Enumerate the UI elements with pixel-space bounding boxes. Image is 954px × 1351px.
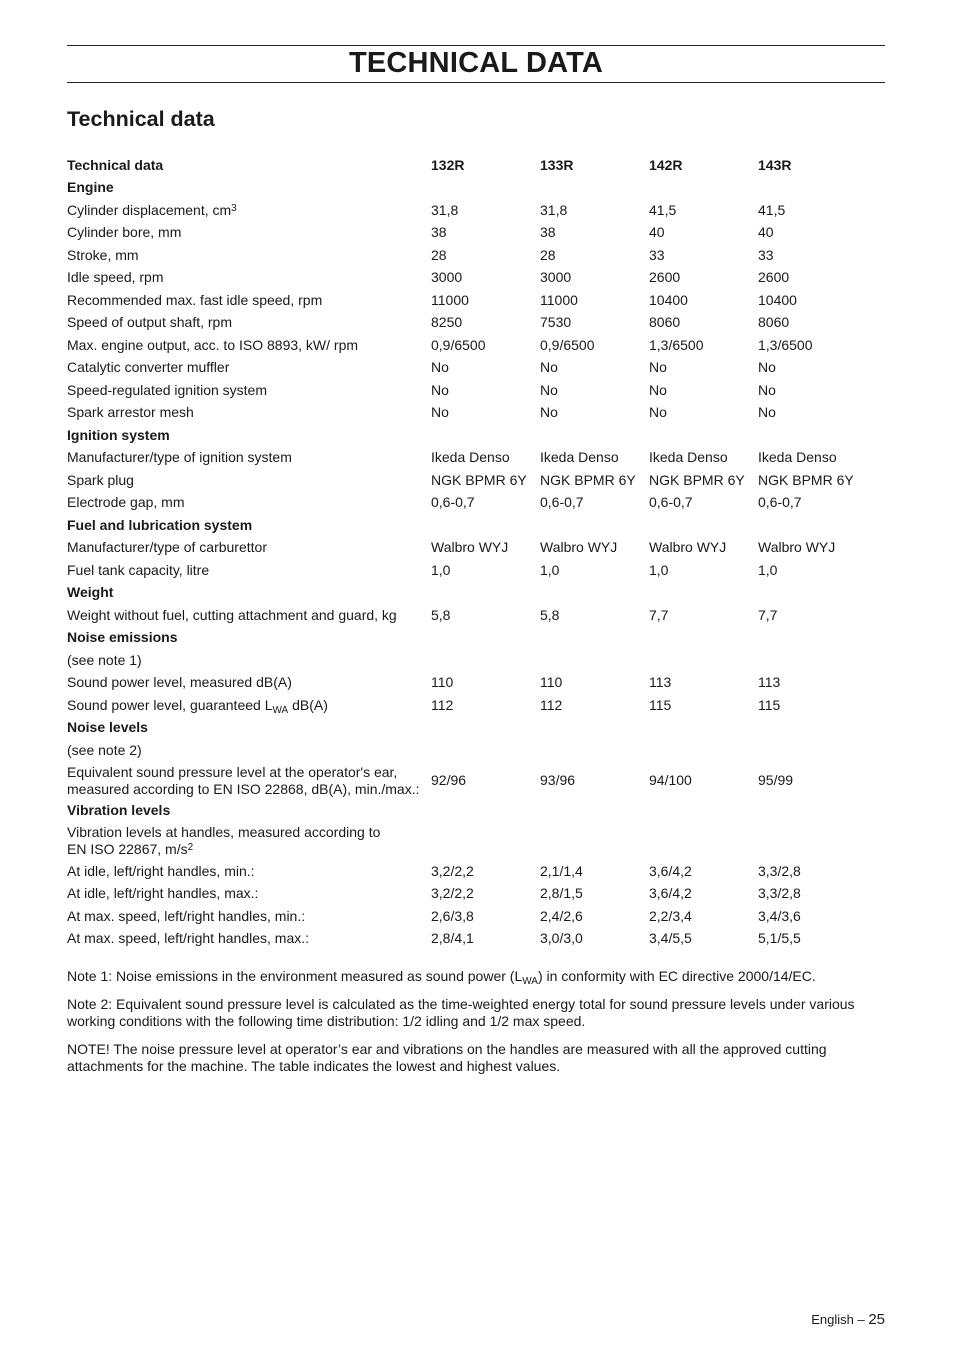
row-value: 112 [431,696,454,713]
table-row [67,289,867,312]
row-value: 8060 [649,314,681,331]
table-row [67,739,867,762]
row-label [67,604,431,627]
row-value [649,822,758,860]
row-value: 3000 [431,269,463,286]
row-value: 1,0 [540,561,560,578]
row-value: Ikeda Denso [540,449,619,466]
row-value: 93/96 [540,772,576,788]
section-row [67,582,867,605]
row-value: 33 [649,246,665,263]
table-row [67,244,867,267]
row-value: No [649,359,667,376]
section-label: Vibration levels [67,802,171,819]
row-label [67,469,431,492]
row-value: 7,7 [649,606,669,623]
row-label-text: Spark arrestor mesh [67,404,194,421]
row-value: 8060 [758,314,790,331]
row-value: 115 [758,696,781,713]
row-value: 5,8 [540,606,560,623]
table-row [67,694,867,717]
table-row [67,905,867,928]
row-value: 0,6-0,7 [540,494,584,511]
row-value: Walbro WYJ [758,539,836,556]
row-value: 0,6-0,7 [649,494,693,511]
note-3: NOTE! The noise pressure level at operator’s ear and vibrations on the handles are measured with all the approved cutting attachments for the machine. The table indicates the lowest and highest values. [67,1040,827,1074]
row-value [540,739,649,762]
row-label [67,357,431,380]
table-row [67,928,867,951]
row-label-text: Stroke, mm [67,246,139,263]
row-value: 0,6-0,7 [431,494,475,511]
row-label-line2: EN ISO 22867, m/s [67,841,188,857]
row-label-text: Cylinder bore, mm [67,224,182,241]
row-label [67,762,431,800]
header-model-132r: 132R [431,156,465,173]
row-value: 112 [540,696,563,713]
row-label [67,739,431,762]
table-row [67,537,867,560]
footer-separator: – [857,1312,865,1327]
page-footer [811,1311,885,1328]
row-value: No [431,404,449,421]
row-value: 3000 [540,269,572,286]
technical-data-table [67,154,867,950]
header-model-143r: 143R [758,156,792,173]
note-1 [67,968,885,986]
row-value: 3,2/2,2 [431,885,474,902]
row-value [431,739,540,762]
row-value [431,649,540,672]
row-label-text: Electrode gap, mm [67,494,185,511]
row-value: No [649,381,667,398]
row-label [67,905,431,928]
row-value: 33 [758,246,774,263]
row-value: 11000 [431,291,469,308]
row-value [649,739,758,762]
row-value: 10400 [758,291,797,308]
notes [67,968,885,1086]
row-value: 113 [649,674,672,691]
row-label [67,334,431,357]
row-value [431,822,540,860]
row-value: 95/99 [758,772,794,788]
row-value [758,739,867,762]
row-label [67,199,431,222]
row-value: No [758,381,776,398]
section-row [67,424,867,447]
row-label-text: At idle, left/right handles, min.: [67,862,255,879]
row-value: 2,8/4,1 [431,930,474,947]
table-row [67,672,867,695]
row-value: Ikeda Denso [431,449,510,466]
table-row [67,357,867,380]
row-label [67,860,431,883]
table-row [67,492,867,515]
table-row [67,822,867,860]
row-label [67,649,431,672]
note-2: Note 2: Equivalent sound pressure level is calculated as the time-weighted energy total for sound pressure levels under various working conditions with the following time distribution: 1/2 idling and 1/2 max speed. [67,995,855,1029]
row-value: 40 [758,224,774,241]
row-value: 0,6-0,7 [758,494,802,511]
footer-language: English [811,1312,854,1327]
row-value: Walbro WYJ [649,539,727,556]
row-value: 3,3/2,8 [758,862,801,879]
row-value: 1,0 [649,561,669,578]
row-label-text: Spark plug [67,471,134,488]
row-label-text: Sound power level, guaranteed L [67,696,273,713]
page-title: TECHNICAL DATA [348,47,604,79]
row-value: No [649,404,667,421]
row-value: 10400 [649,291,688,308]
row-value: No [758,404,776,421]
row-value: No [431,381,449,398]
row-value: 5,8 [431,606,451,623]
row-value: 110 [540,674,563,691]
row-value: 40 [649,224,665,241]
row-value: No [758,359,776,376]
header-label: Technical data [67,156,164,173]
table-row [67,447,867,470]
row-value: 94/100 [649,772,692,788]
table-row [67,267,867,290]
section-label: Noise levels [67,719,148,736]
row-label-superscript: 3 [231,202,237,214]
note-1-subscript: WA [522,976,538,987]
section-row [67,514,867,537]
row-value: 2600 [758,269,790,286]
row-value: 3,6/4,2 [649,885,692,902]
row-value [649,649,758,672]
table-row [67,379,867,402]
row-value: 3,0/3,0 [540,930,583,947]
row-value: 2,1/1,4 [540,862,583,879]
row-label-text: Manufacturer/type of ignition system [67,449,292,466]
row-value [540,649,649,672]
row-value: No [540,359,558,376]
row-label [67,694,431,717]
row-label-text: Max. engine output, acc. to ISO 8893, kW/ rpm [67,336,359,353]
row-value: 2,8/1,5 [540,885,583,902]
technical-data-table-body [67,154,867,950]
row-label [67,928,431,951]
header-model-133r: 133R [540,156,574,173]
row-value: No [540,404,558,421]
table-row [67,762,867,800]
row-label-text: (see note 2) [67,741,142,758]
row-value: 8250 [431,314,463,331]
row-value: 3,4/5,5 [649,930,692,947]
page-header [67,45,885,83]
row-label [67,379,431,402]
row-label-text: Fuel tank capacity, litre [67,561,210,578]
row-value: 5,1/5,5 [758,930,801,947]
row-value: 1,0 [431,561,451,578]
row-value: 3,6/4,2 [649,862,692,879]
row-value: NGK BPMR 6Y [649,471,745,488]
row-label [67,244,431,267]
row-value: 2,6/3,8 [431,907,474,924]
row-label [67,289,431,312]
table-row [67,559,867,582]
row-value: 92/96 [431,772,467,788]
row-value: Ikeda Denso [758,449,837,466]
row-value: 2600 [649,269,681,286]
row-value: 28 [431,246,447,263]
section-label: Engine [67,179,114,196]
row-label-text: Speed of output shaft, rpm [67,314,232,331]
section-label: Fuel and lubrication system [67,516,253,533]
row-value: NGK BPMR 6Y [431,471,527,488]
row-value: 2,2/3,4 [649,907,692,924]
row-label-superscript: 2 [187,842,194,853]
table-row [67,469,867,492]
row-label [67,672,431,695]
section-row [67,627,867,650]
note-1-text-b: ) in conformity with EC directive 2000/14/EC. [537,968,816,984]
row-label-text: Weight without fuel, cutting attachment and guard, kg [67,606,397,623]
section-row [67,177,867,200]
row-value: NGK BPMR 6Y [540,471,636,488]
row-value: 7530 [540,314,572,331]
row-label [67,883,431,906]
row-value: 113 [758,674,781,691]
table-row [67,402,867,425]
row-value: No [540,381,558,398]
row-label [67,537,431,560]
row-label [67,447,431,470]
row-label-text: (see note 1) [67,651,142,668]
row-value: 41,5 [758,201,786,218]
row-value [540,822,649,860]
row-label-text: Recommended max. fast idle speed, rpm [67,291,323,308]
row-label-text: At max. speed, left/right handles, min.: [67,907,306,924]
row-label-text: Manufacturer/type of carburettor [67,539,267,556]
row-label-text: Equivalent sound pressure level at the operator's ear, [67,763,398,780]
row-label-text: Catalytic converter muffler [67,359,230,376]
row-label-text: Cylinder displacement, cm [67,201,232,218]
row-label [67,559,431,582]
row-label [67,492,431,515]
row-value: 110 [431,674,454,691]
row-value: 41,5 [649,201,677,218]
row-value: 38 [431,224,447,241]
row-label-line2: measured according to EN ISO 22868, dB(A), min./max.: [67,780,420,797]
table-row [67,860,867,883]
row-value: 1,3/6500 [649,336,704,353]
row-label-suffix: dB(A) [288,696,328,713]
table-row [67,649,867,672]
row-value: 31,8 [431,201,459,218]
table-row [67,334,867,357]
row-label [67,822,431,860]
row-value: 0,9/6500 [431,336,486,353]
note-1-text-a: Note 1: Noise emissions in the environment measured as sound power (L [67,968,523,984]
row-label-text: Vibration levels at handles, measured according to [67,824,381,840]
row-label [67,222,431,245]
row-value: Walbro WYJ [431,539,509,556]
section-label: Weight [67,584,114,601]
row-value: No [431,359,449,376]
row-value: 3,4/3,6 [758,907,801,924]
row-label-text: Idle speed, rpm [67,269,164,286]
section-label: Noise emissions [67,629,178,646]
row-value: 1,3/6500 [758,336,813,353]
row-value: 31,8 [540,201,568,218]
header-model-142r: 142R [649,156,683,173]
table-header-row [67,154,867,177]
table-row [67,604,867,627]
row-label-text: At idle, left/right handles, max.: [67,885,259,902]
row-label-text: At max. speed, left/right handles, max.: [67,930,310,947]
row-value: NGK BPMR 6Y [758,471,854,488]
row-value [758,822,867,860]
row-value: 3,3/2,8 [758,885,801,902]
section-row [67,717,867,740]
section-label: Ignition system [67,426,170,443]
row-value: Ikeda Denso [649,449,728,466]
table-row [67,312,867,335]
table-row [67,883,867,906]
row-value: 7,7 [758,606,778,623]
page-number: 25 [868,1311,885,1328]
section-title: Technical data [67,107,215,131]
row-label-text: Sound power level, measured dB(A) [67,674,292,691]
row-value [758,649,867,672]
row-label [67,267,431,290]
row-label [67,312,431,335]
section-row [67,800,867,823]
table-row [67,199,867,222]
row-value: 11000 [540,291,578,308]
row-value: 2,4/2,6 [540,907,583,924]
row-label [67,402,431,425]
row-value: 1,0 [758,561,778,578]
row-label-text: Speed-regulated ignition system [67,381,268,398]
row-value: 3,2/2,2 [431,862,474,879]
row-value: 115 [649,696,672,713]
row-label-subscript: WA [272,704,289,716]
row-value: 38 [540,224,556,241]
row-value: Walbro WYJ [540,539,618,556]
row-value: 0,9/6500 [540,336,595,353]
table-row [67,222,867,245]
row-value: 28 [540,246,556,263]
